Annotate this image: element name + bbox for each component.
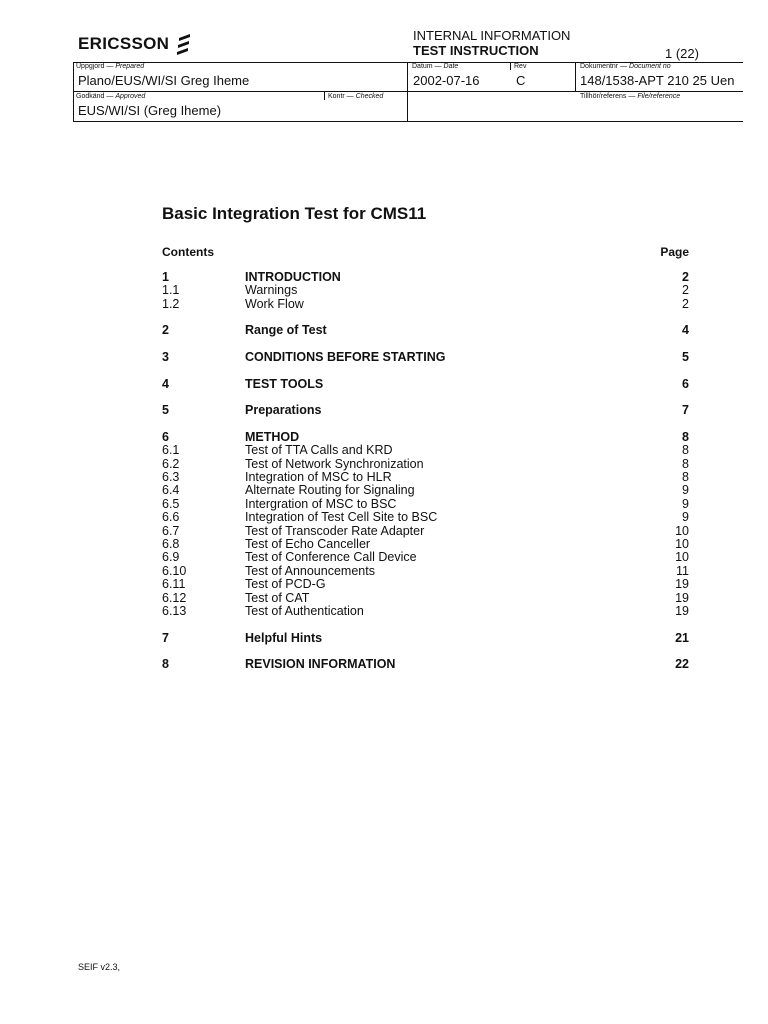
toc-entry-number: 4 (162, 376, 169, 391)
toc-entry-title: REVISION INFORMATION (245, 657, 396, 672)
toc-entry-page: 2 (682, 270, 689, 284)
ericsson-mark-icon (175, 33, 193, 55)
toc-entry[interactable] (162, 525, 689, 538)
toc-entry-number: 6.2 (162, 456, 180, 471)
toc-entry-page: 9 (682, 496, 689, 511)
toc-entry-page: 8 (682, 429, 689, 444)
document-title: Basic Integration Test for CMS11 (162, 204, 427, 223)
toc-entry-title: Intergration of MSC to BSC (245, 496, 397, 511)
company-logo (78, 33, 193, 55)
toc-entry-title: Test of Authentication (245, 604, 364, 618)
information-class: INTERNAL INFORMATION (413, 28, 571, 43)
toc-entry-page: 11 (676, 563, 689, 578)
company-name: ERICSSON (78, 34, 170, 53)
toc-entry[interactable] (162, 511, 689, 524)
toc-entry[interactable] (162, 458, 689, 471)
prepared-value: Plano/EUS/WI/SI Greg Iheme (78, 73, 250, 88)
toc-entry-number: 6.1 (162, 443, 180, 458)
docno-value: 148/1538-APT 210 25 Uen (580, 73, 735, 88)
rev-caption: Rev (514, 63, 527, 70)
toc-entry-page: 2 (682, 283, 689, 298)
toc-entry-number: 1.2 (162, 296, 180, 311)
toc-entry[interactable] (162, 431, 689, 444)
toc-entry[interactable] (162, 538, 689, 551)
toc-entry-number: 3 (162, 350, 169, 364)
toc-entry-page: 22 (675, 657, 689, 672)
toc-entry-number: 1.1 (162, 283, 180, 298)
toc-entry-page: 8 (682, 443, 689, 458)
toc-entry-number: 6.13 (162, 604, 187, 618)
checked-divider-rule (324, 92, 325, 100)
table-bottom-rule (73, 121, 743, 122)
docno-caption: Dokumentnr — Document no (580, 63, 671, 70)
toc-entry-page: 10 (675, 550, 689, 565)
toc-entry-number: 6.12 (162, 590, 187, 605)
table-middle-rule (73, 91, 743, 92)
checked-caption: Kontr — Checked (328, 93, 384, 100)
toc-entry-title: Integration of MSC to HLR (245, 470, 392, 484)
toc-entry[interactable] (162, 298, 689, 311)
toc-entry-page: 9 (682, 483, 689, 498)
toc-entry[interactable] (162, 632, 689, 645)
toc-entry-page: 10 (675, 537, 689, 551)
toc-entry-title: Preparations (245, 403, 322, 418)
toc-entry[interactable] (162, 351, 689, 364)
toc-entry-number: 7 (162, 630, 169, 645)
toc-entry-number: 1 (162, 270, 169, 284)
toc-entry-title: METHOD (245, 429, 300, 444)
date-caption: Datum — Date (412, 63, 459, 70)
toc-entry-title: Work Flow (245, 296, 304, 311)
page-label: Page (660, 245, 689, 259)
toc-entry[interactable] (162, 565, 689, 578)
table-divider-rule (407, 62, 408, 122)
toc-entry-page: 4 (682, 323, 689, 338)
toc-entry-page: 8 (682, 470, 689, 484)
toc-entry-number: 8 (162, 657, 169, 672)
toc-entry[interactable] (162, 324, 689, 337)
prepared-caption: Uppgjord — Prepared (76, 63, 145, 70)
reference-caption: Tillhör/referens — File/reference (580, 93, 681, 100)
toc-entry-page: 7 (682, 403, 689, 418)
toc-entry-page: 5 (682, 350, 689, 364)
date-value: 2002-07-16 (413, 73, 480, 88)
toc-entry-title: Test of TTA Calls and KRD (245, 443, 393, 458)
toc-entry-title: Test of CAT (245, 590, 310, 605)
toc-entry-title: Test of Echo Canceller (245, 537, 371, 551)
toc-entry-title: Warnings (245, 283, 298, 298)
toc-entry[interactable] (162, 592, 689, 605)
toc-entry-title: Test of Conference Call Device (245, 550, 417, 565)
toc-entry-title: Test of PCD-G (245, 577, 326, 592)
rev-value: C (516, 73, 526, 88)
toc-entry[interactable] (162, 605, 689, 618)
toc-entry-page: 19 (675, 577, 689, 592)
contents-label: Contents (162, 245, 214, 259)
approved-value: EUS/WI/SI (Greg Iheme) (78, 103, 222, 118)
toc-entry[interactable] (162, 498, 689, 511)
toc-entry-title: Test of Transcoder Rate Adapter (245, 523, 425, 538)
toc-entry-page: 19 (675, 604, 689, 618)
toc-entry-page: 6 (682, 376, 689, 391)
toc-entry-number: 5 (162, 403, 169, 418)
toc-entry-number: 6.4 (162, 483, 180, 498)
toc-entry-title: Alternate Routing for Signaling (245, 483, 415, 498)
toc-entry-number: 6.6 (162, 510, 180, 525)
toc-entry-title: INTRODUCTION (245, 270, 341, 284)
toc-entry-title: Range of Test (245, 323, 327, 338)
toc-entry[interactable] (162, 551, 689, 564)
toc-entry-number: 6.9 (162, 550, 180, 565)
docno-divider-rule (575, 62, 576, 92)
rev-divider-rule (510, 62, 511, 70)
toc-entry-number: 6.3 (162, 470, 180, 484)
toc-entry[interactable] (162, 444, 689, 457)
template-version: SEIF v2.3, (78, 962, 121, 972)
toc-entry-number: 6 (162, 429, 169, 444)
table-left-rule (73, 62, 74, 122)
toc-entry-title: CONDITIONS BEFORE STARTING (245, 350, 446, 364)
toc-entry-page: 10 (675, 523, 689, 538)
toc-entry-page: 9 (682, 510, 689, 525)
toc-entry-number: 6.5 (162, 496, 180, 511)
toc-entry-number: 6.10 (162, 563, 187, 578)
toc-entry-title: Helpful Hints (245, 630, 323, 645)
toc-entry[interactable] (162, 484, 689, 497)
toc-entry-title: Test of Announcements (245, 563, 375, 578)
toc-entry[interactable] (162, 271, 689, 284)
toc-entry[interactable] (162, 284, 689, 297)
toc-entry[interactable] (162, 404, 689, 417)
toc-entry-title: Test of Network Synchronization (245, 456, 424, 471)
document-type: TEST INSTRUCTION (413, 43, 539, 58)
toc-entry-title: TEST TOOLS (245, 376, 324, 391)
page-indicator: 1 (22) (665, 46, 699, 61)
toc-entry[interactable] (162, 578, 689, 591)
toc-entry-page: 2 (682, 296, 689, 311)
toc-entry-page: 8 (682, 456, 689, 471)
toc-entry-number: 6.7 (162, 523, 180, 538)
toc-entry[interactable] (162, 378, 689, 391)
toc-entry-title: Integration of Test Cell Site to BSC (245, 510, 438, 525)
toc-entry-page: 21 (675, 630, 689, 645)
toc-entry-number: 6.8 (162, 537, 180, 551)
toc-entry-number: 6.11 (162, 577, 186, 592)
toc-entry-number: 2 (162, 323, 169, 338)
toc-entry[interactable] (162, 658, 689, 671)
approved-caption: Godkänd — Approved (76, 93, 146, 100)
toc-entry[interactable] (162, 471, 689, 484)
toc-entry-page: 19 (675, 590, 689, 605)
